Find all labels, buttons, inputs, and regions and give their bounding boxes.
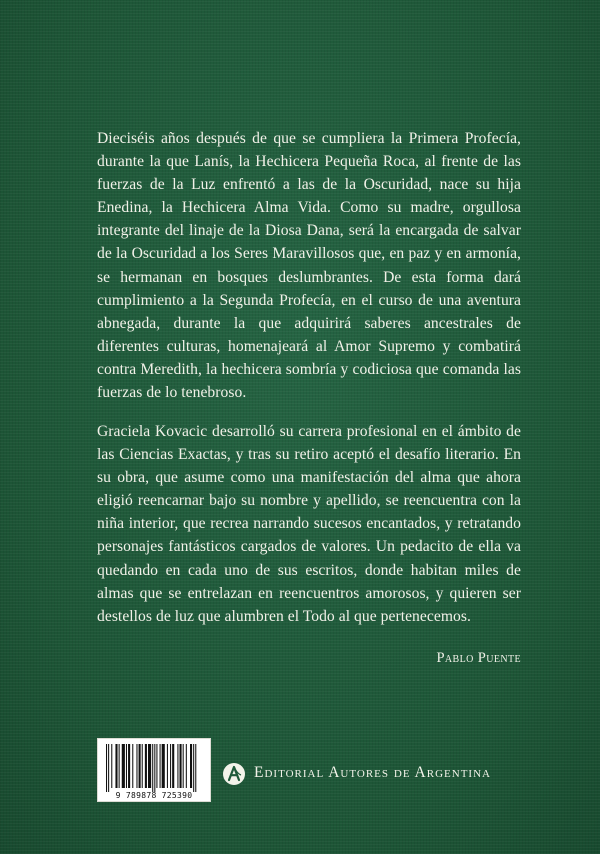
barcode-bar (119, 744, 120, 788)
barcode-bar (115, 744, 117, 788)
barcode-bar (180, 744, 182, 788)
publisher-name: Editorial Autores de Argentina (254, 764, 491, 781)
barcode-bar (106, 744, 107, 792)
barcode-bar (136, 744, 137, 788)
barcode-bar (170, 744, 171, 788)
barcode-bar (177, 744, 178, 788)
barcode-digits: 9 789878 725390 (115, 791, 193, 800)
synopsis-paragraph: Dieciséis años después de que se cumpliera la Primera Profecía, durante la que Lanís, la Hechicera Pequeña Roca, al frente de las fuerzas de la Luz enfrentó a las de la Oscuridad, nace su hija Enedina, la Hechicera Alma Vida. Como su madre, orgullosa integrante del linaje de la Diosa Dana, será la encargada de salvar de la Oscuridad a los Seres Maravillosos que, en paz y en armonía, se hermanan en bosques deslumbrantes. De esta forma dará cumplimiento a la Segunda Profecía, en el curso de una aventura abnegada, durante la que adquirirá saberes ancestrales de diferentes culturas, homenajeará al Amor Supremo y combatirá contra Meredith, la hechicera sombría y codiciosa que comanda las fuerzas de lo tenebroso. (97, 130, 521, 402)
letter-a-circle-icon (222, 762, 246, 786)
author-bio-paragraph: Graciela Kovacic desarrolló su carrera profesional en el ámbito de las Ciencias Exactas, y tras su retiro aceptó el desafío literario. En su obra, que asume como una manifestación del alma que ahora eligió reencarnar bajo su nombre y apellido, se reencuentra con la niña interior, que recrea narrando sucesos encantados, y retratando personajes fantásticos cargados de valores. Un pedacito de ella va quedando en cada uno de sus escritos, donde habitan miles de almas que se entrelazan en reencuentros amorosos, y quieren ser destellos de luz que alumbren el Todo al que pertenecemos. (97, 423, 521, 625)
barcode-bar (167, 744, 168, 788)
barcode-bar (148, 744, 151, 788)
barcode-bar (152, 744, 153, 792)
barcode-bar (190, 744, 192, 788)
barcode-bar (108, 744, 109, 792)
barcode-bar (162, 744, 165, 788)
barcode-bar (122, 744, 125, 788)
barcode-bar (126, 744, 127, 788)
barcode-bar (160, 744, 161, 788)
barcode-bar (111, 744, 112, 788)
barcode-bar (145, 744, 147, 788)
barcode-bar (154, 744, 155, 792)
barcode-bar (156, 744, 157, 788)
isbn-barcode (97, 738, 211, 802)
barcode-bar (142, 744, 143, 788)
barcode-bar (193, 744, 194, 792)
signature: Pablo Puente (436, 650, 521, 666)
barcode-bar (128, 744, 130, 788)
barcode-bar (195, 744, 196, 792)
barcode-bar (139, 744, 141, 788)
barcode-bar (183, 744, 184, 788)
barcode-bar (172, 744, 174, 788)
barcode-bar (186, 744, 187, 788)
barcode-bar (132, 744, 133, 788)
